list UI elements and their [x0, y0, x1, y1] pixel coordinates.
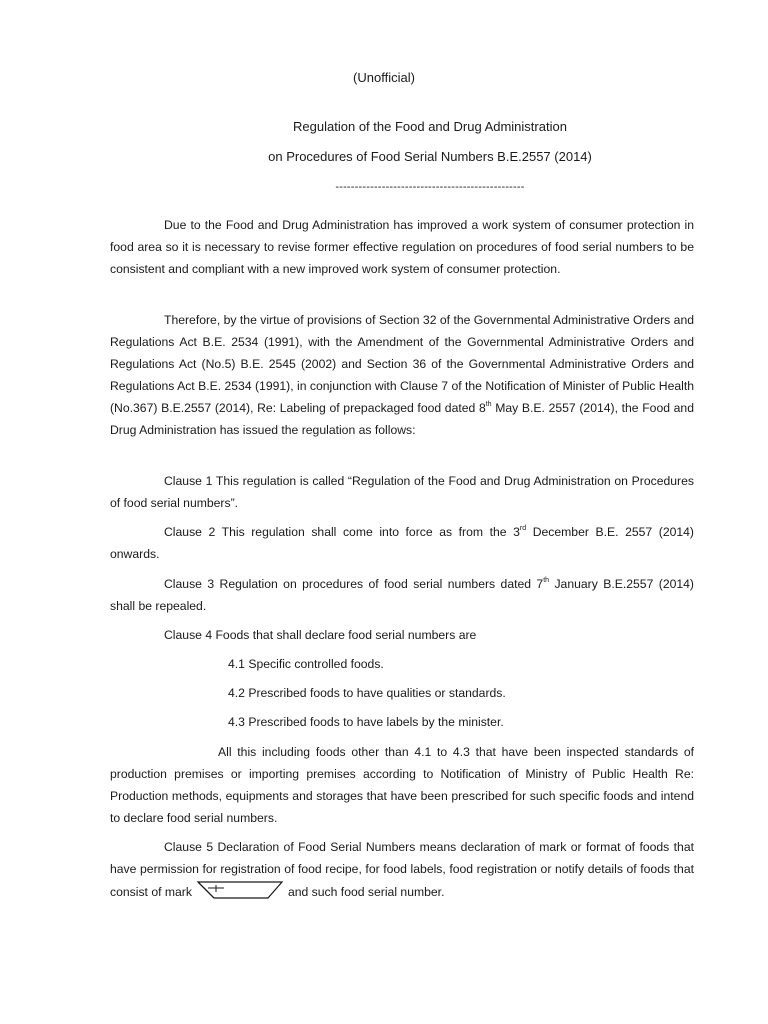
unofficial-label: (Unofficial): [353, 70, 415, 85]
clause-5-text-a: Clause 5 Declaration of Food Serial Numbers means declaration of mark or format of foods that have permission for registration of food recipe, for food labels, food registration or notify details of foods that consist of mark: [110, 840, 694, 899]
superscript-th-2: th: [543, 577, 550, 584]
paragraph-therefore-text-b: May B.E. 2557 (2014), the Food and Drug Administration has issued the regulation as follows:: [110, 401, 694, 437]
clause-3: [110, 573, 694, 617]
clause-4: Clause 4 Foods that shall declare food serial numbers are: [164, 628, 477, 642]
paragraph-therefore: [110, 309, 694, 441]
clause-3-text-b: January B.E.2557 (2014) shall be repealed.: [110, 577, 694, 613]
clause-2-text-b: December B.E. 2557 (2014) onwards.: [110, 525, 694, 561]
title-line-1: Regulation of the Food and Drug Administration: [293, 119, 567, 134]
item-4-2: 4.2 Prescribed foods to have qualities or standards.: [228, 686, 506, 700]
paragraph-intro: Due to the Food and Drug Administration has improved a work system of consumer protection in food area so it is necessary to revise former effective regulation on procedures of food serial numbers to be consistent and compliant with a new improved work system of consumer protection.: [110, 218, 694, 276]
divider-line: -------------------------------------------------: [335, 181, 525, 193]
item-4-1: 4.1 Specific controlled foods.: [228, 657, 384, 671]
paragraph-therefore-text-a: Therefore, by the virtue of provisions of Section 32 of the Governmental Administrative Orders and Regulations Act B.E. 2534 (1991), with the Amendment of the Governmental Administrative Orders and Regulations Act (No.5) B.E. 2545 (2002) and Section 36 of the Governmental Administrative Orders and Regulations Act B.E. 2534 (1991), in conjunction with Clause 7 of the Notification of Minister of Public Health (No.367) B.E.2557 (2014), Re: Labeling of prepackaged food dated 8: [110, 313, 694, 415]
title-line-2: on Procedures of Food Serial Numbers B.E.2557 (2014): [268, 149, 592, 164]
clause-3-text-a: Clause 3 Regulation on procedures of food serial numbers dated 7: [164, 577, 544, 591]
clause-5-text-b: and such food serial number.: [287, 885, 445, 899]
clause-2-text-a: Clause 2 This regulation shall come into force as from the 3: [164, 525, 520, 539]
clause-1: Clause 1 This regulation is called “Regulation of the Food and Drug Administration on Procedures of food serial numbers”.: [110, 474, 694, 510]
superscript-rd: rd: [519, 525, 527, 532]
food-serial-mark-icon: [194, 880, 286, 902]
clause-5: [110, 836, 694, 903]
item-4-3: 4.3 Prescribed foods to have labels by the minister.: [228, 715, 504, 729]
paragraph-all-this: All this including foods other than 4.1 to 4.3 that have been inspected standards of production premises or importing premises according to Notification of Ministry of Public Health Re: Production methods, equipments and storages that have been prescribed for such specific foods and intend to declare food serial numbers.: [110, 745, 694, 825]
superscript-th: th: [485, 401, 492, 408]
clause-2: [110, 521, 694, 565]
